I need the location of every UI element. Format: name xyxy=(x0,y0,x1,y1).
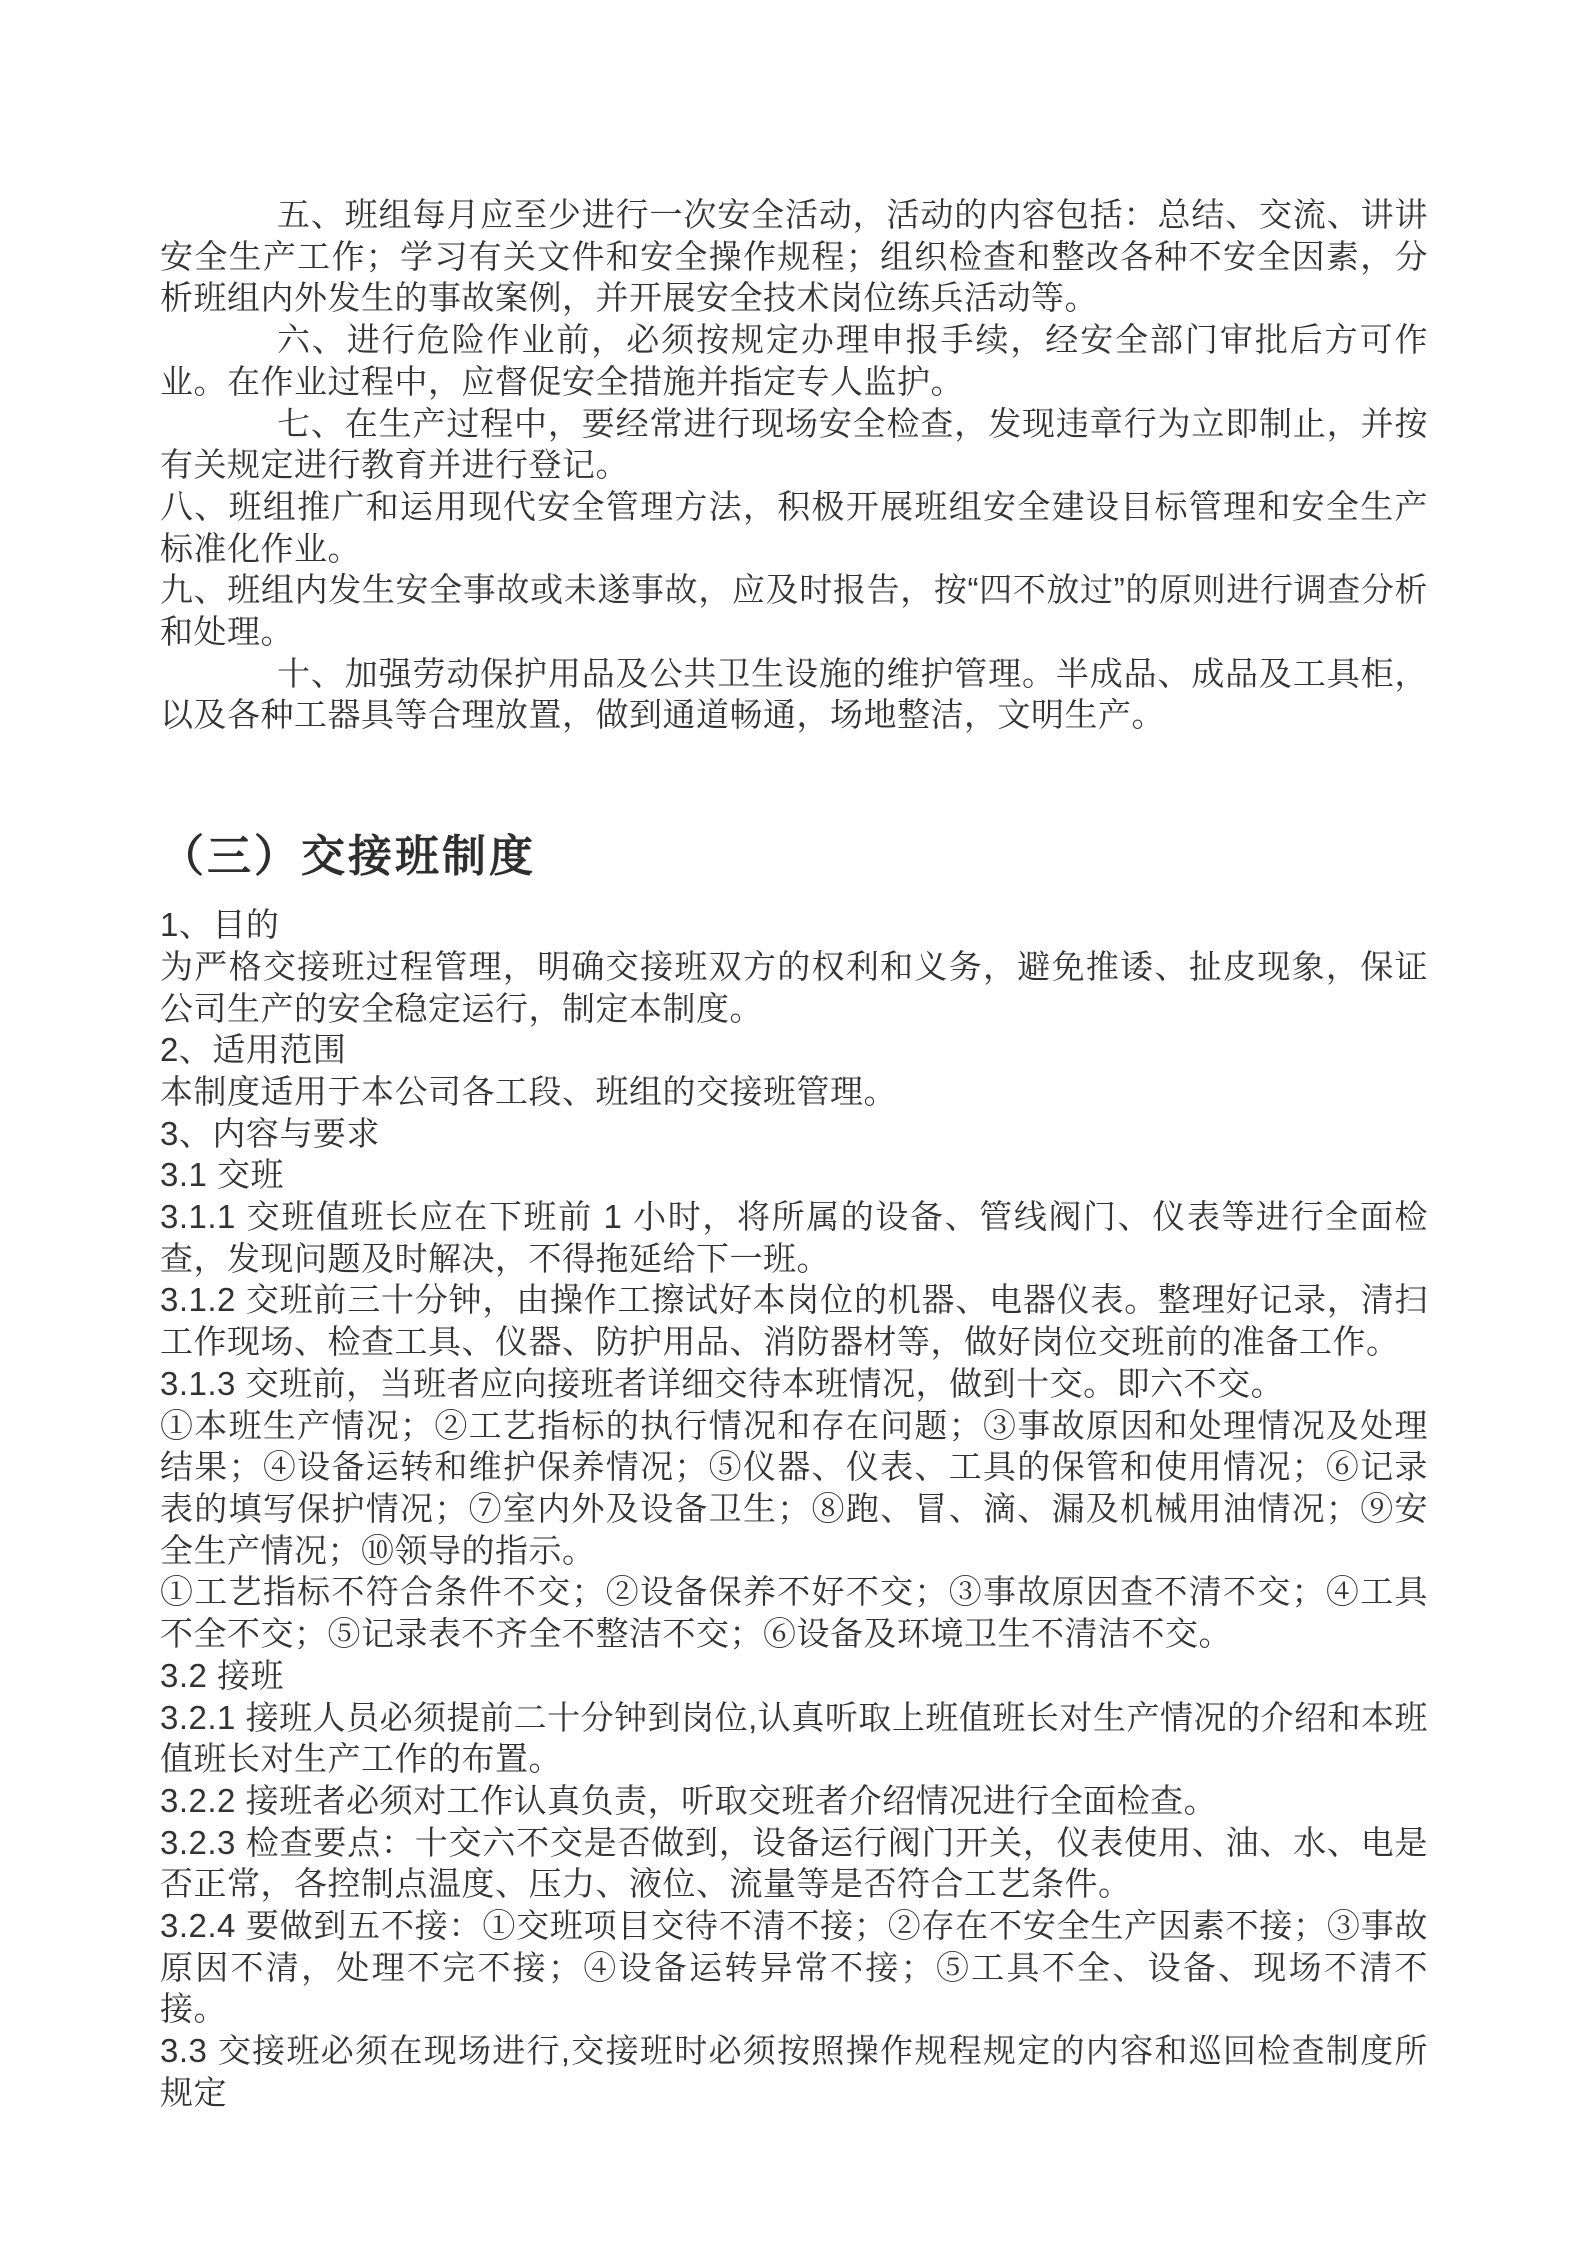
paragraph: 2、适用范围 xyxy=(160,1031,347,1069)
paragraph: 3.1 交班 xyxy=(160,1156,285,1194)
paragraph: 五、班组每月应至少进行一次安全活动，活动的内容包括：总结、交流、讲讲安全生产工作；学习有关文件和安全操作规程；组织检查和整改各种不安全因素，分析班组内外发生的事故案例，并开展安全技术岗位练兵活动等。 xyxy=(160,196,1428,317)
paragraph: 3.1.2 交班前三十分钟，由操作工擦试好本岗位的机器、电器仪表。整理好记录，清扫工作现场、检查工具、仪器、防护用品、消防器材等，做好岗位交班前的准备工作。 xyxy=(160,1281,1428,1361)
shift-handover-section xyxy=(160,904,1428,2113)
paragraph: 1、目的 xyxy=(160,906,280,944)
paragraph: 3.2 接班 xyxy=(160,1656,285,1694)
paragraph: 3.2.4 要做到五不接：①交班项目交待不清不接；②存在不安全生产因素不接；③事故原因不清，处理不完不接；④设备运转异常不接；⑤工具不全、设备、现场不清不接。 xyxy=(160,1907,1428,2028)
paragraph: 3.1.1 交班值班长应在下班前 1 小时，将所属的设备、管线阀门、仪表等进行全面检查，发现问题及时解决，不得拖延给下一班。 xyxy=(160,1198,1428,1277)
paragraph: 九、班组内发生安全事故或未遂事故，应及时报告，按“四不放过”的原则进行调查分析和处理。 xyxy=(160,571,1428,651)
paragraph: 六、进行危险作业前，必须按规定办理申报手续，经安全部门审批后方可作业。在作业过程中，应督促安全措施并指定专人监护。 xyxy=(160,321,1428,400)
section-heading: （三）交接班制度 xyxy=(160,831,536,883)
paragraph: ①工艺指标不符合条件不交；②设备保养不好不交；③事故原因查不清不交；④工具不全不交；⑤记录表不齐全不整洁不交；⑥设备及环境卫生不清洁不交。 xyxy=(160,1573,1428,1653)
paragraph: 本制度适用于本公司各工段、班组的交接班管理。 xyxy=(160,1072,897,1110)
paragraph: 七、在生产过程中，要经常进行现场安全检查，发现违章行为立即制止，并按有关规定进行教育并进行登记。 xyxy=(160,404,1428,484)
paragraph: 3.1.3 交班前，当班者应向接班者详细交待本班情况，做到十交。即六不交。 xyxy=(160,1364,1285,1402)
paragraph: 八、班组推广和运用现代安全管理方法，积极开展班组安全建设目标管理和安全生产标准化作业。 xyxy=(160,487,1428,567)
paragraph: 3.3 交接班必须在现场进行,交接班时必须按照操作规程规定的内容和巡回检查制度所规定 xyxy=(160,2032,1428,2111)
paragraph: 为严格交接班过程管理，明确交接班双方的权利和义务，避免推诿、扯皮现象，保证公司生产的安全稳定运行，制定本制度。 xyxy=(160,947,1428,1027)
paragraph: ①本班生产情况；②工艺指标的执行情况和存在问题；③事故原因和处理情况及处理结果；④设备运转和维护保养情况；⑤仪器、仪表、工具的保管和使用情况；⑥记录表的填写保护情况；⑦室内外及设备卫生；⑧跑、冒、滴、漏及机械用油情况；⑨安全生产情况；⑩领导的指示。 xyxy=(160,1406,1428,1569)
paragraph: 3、内容与要求 xyxy=(160,1114,380,1152)
paragraph: 3.2.2 接班者必须对工作认真负责，听取交班者介绍情况进行全面检查。 xyxy=(160,1781,1218,1819)
team-safety-section xyxy=(160,194,1428,736)
paragraph: 十、加强劳动保护用品及公共卫生设施的维护管理。半成品、成品及工具柜，以及各种工器具等合理放置，做到通道畅通，场地整洁，文明生产。 xyxy=(160,654,1428,734)
paragraph: 3.2.1 接班人员必须提前二十分钟到岗位,认真听取上班值班长对生产情况的介绍和本班值班长对生产工作的布置。 xyxy=(160,1698,1428,1778)
paragraph: 3.2.3 检查要点：十交六不交是否做到，设备运行阀门开关，仪表使用、油、水、电是否正常，各控制点温度、压力、液位、流量等是否符合工艺条件。 xyxy=(160,1823,1428,1903)
